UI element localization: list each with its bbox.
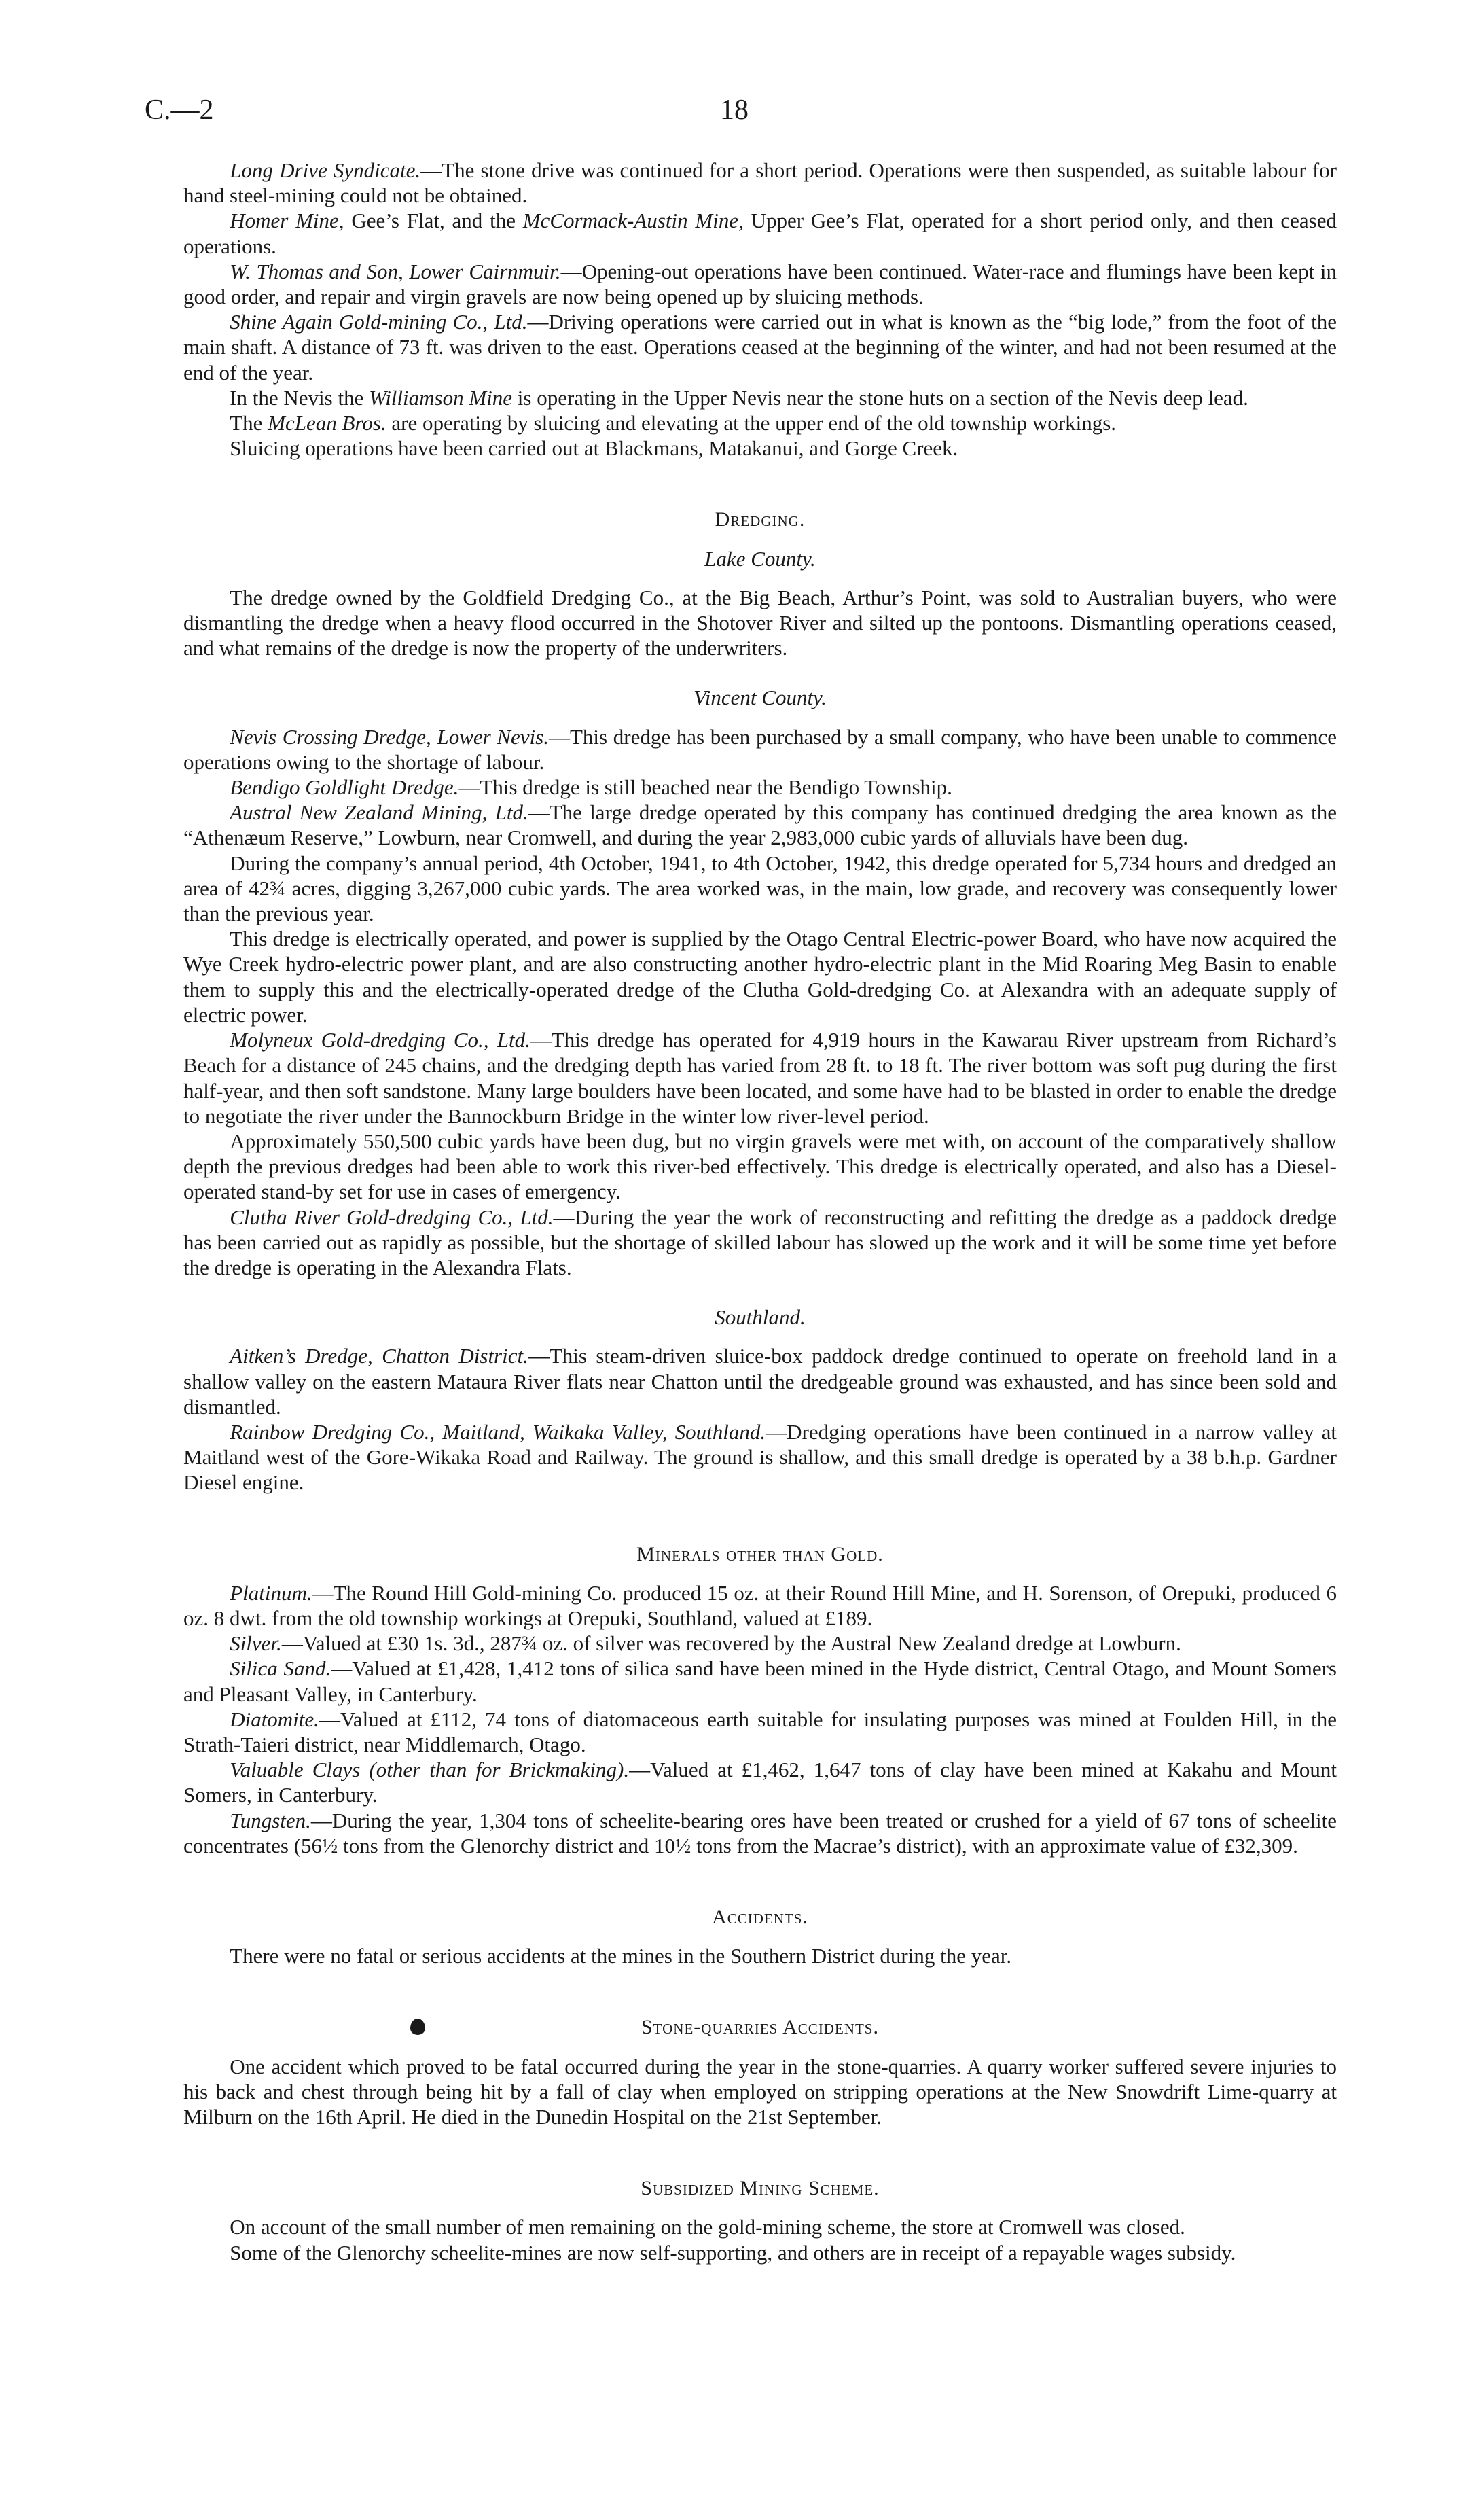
paragraph-text: —During the year, 1,304 tons of scheelite-bearing ores have been treated or crushed for a yield of 67 tons of scheelite concentrates (56½ tons from the Glenorchy district and 10½ tons from the Macrae’s district), with an approximate value of £32,309. [183, 1808, 1337, 1858]
heading-lake-county: Lake County. [704, 546, 816, 571]
paragraph-clutha [183, 1205, 1337, 1281]
paragraph-text: —The Round Hill Gold-mining Co. produced 15 oz. at their Round Hill Mine, and H. Sorenson, of Orepuki, produced 6 oz. 8 dwt. from the old township workings at Orepuki, Southland, valued at £189. [183, 1580, 1337, 1630]
heading-southland: Southland. [715, 1305, 806, 1330]
paragraph-lead: Nevis Crossing Dredge, Lower Nevis. [230, 724, 549, 749]
paragraph-williamson-mine [183, 385, 1337, 410]
paragraph-austral-power: This dredge is electrically operated, and power is supplied by the Otago Central Electric-power Board, who have now acquired the Wye Creek hydro-electric power plant, and are also constructing another hydro-electric plant in the Mid Roaring Meg Basin to enable them to supply this and the electrically-operated dredge of the Clutha Gold-dredging Co. at Alexandra with an adequate supply of electric power. [183, 927, 1337, 1027]
paragraph-lead: Molyneux Gold-dredging Co., Ltd. [230, 1028, 530, 1052]
paragraph-lead: Long Drive Syndicate. [230, 158, 421, 182]
paragraph-lead: Austral New Zealand Mining, Ltd. [230, 800, 528, 825]
paragraph-austral-period: During the company’s annual period, 4th October, 1941, to 4th October, 1942, this dredge operated for 5,734 hours and dredged an area of 42¾ acres, digging 3,267,000 cubic yards. The area worked was, in the main, low grade, and recovery was consequently lower than the previous year. [183, 851, 1337, 926]
paragraph-lead: Rainbow Dredging Co., Maitland, Waikaka Valley, Southland. [230, 1419, 766, 1444]
paragraph-text: —The stone drive was continued for a short period. Operations were then suspended, as suitable labour for hand steel-mining could not be obtained. [183, 158, 1337, 208]
paragraph-text: —This dredge is still beached near the Bendigo Township. [458, 775, 952, 800]
ink-blot-icon [410, 2019, 425, 2035]
document-body [183, 158, 1337, 2265]
paragraph-lead: Diatomite. [230, 1707, 319, 1731]
paragraph-platinum [183, 1580, 1337, 1631]
paragraph-silver [183, 1631, 1337, 1656]
paragraph-lead: Bendigo Goldlight Dredge. [230, 775, 459, 800]
paragraph-homer-mine [183, 208, 1337, 258]
paragraph-text: —This dredge has operated for 4,919 hours in the Kawarau River upstream from Richard’s Beach for a distance of 245 chains, and the dredging depth has varied from 28 ft. to 18 ft. The river bottom was soft pug during the first half-year, and then soft sandstone. Many large boulders have been located, and some have had to be blasted in order to enable the dredge to negotiate the river under the Bannockburn Bridge in the winter low river-level period. [183, 1028, 1337, 1128]
paragraph-lead: Silica Sand. [230, 1656, 331, 1681]
paragraph-text: —Driving operations were carried out in what is known as the “big lode,” from the foot of the main shaft. A distance of 73 ft. was driven to the east. Operations ceased at the beginning of the winter, and had not been resumed at the end of the year. [183, 310, 1337, 385]
paragraph-lead: Silver. [230, 1631, 282, 1656]
paragraph-aitken [183, 1343, 1337, 1419]
page-number: 18 [720, 94, 749, 126]
stone-quarries-heading-row [183, 2015, 1337, 2040]
paragraph-text: —The large dredge operated by this company has continued dredging the area known as the “Athenæum Reserve,” Lowburn, near Cromwell, and during the year 2,983,000 cubic yards of alluvials have been dug. [183, 800, 1337, 850]
paragraph-long-drive [183, 158, 1337, 208]
paragraph-silica-sand [183, 1656, 1337, 1706]
paragraph-valuable-clays [183, 1757, 1337, 1807]
heading-minerals: Minerals other than Gold. [636, 1542, 884, 1565]
paragraph-goldfield-dredge: The dredge owned by the Goldfield Dredging Co., at the Big Beach, Arthur’s Point, was sold to Australian buyers, who were dismantling the dredge when a heavy flood occurred in the Shotover River and silted up the pontoons. Dismantling operations ceased, and what remains of the dredge is now the property of the underwriters. [183, 585, 1337, 660]
heading-vincent-county: Vincent County. [694, 686, 827, 710]
paragraph-molyneux-yards: Approximately 550,500 cubic yards have been dug, but no virgin gravels were met with, on account of the comparatively shallow depth the previous dredges had been able to work this river-bed effectively. This dredge is electrically operated, and also has a Diesel-operated stand-by set for use in cases of emergency. [183, 1129, 1337, 1204]
paragraph-text: are operating by sluicing and elevating at the upper end of the old township workings. [386, 411, 1117, 436]
paragraph-lead: Shine Again Gold-mining Co., Ltd. [230, 310, 528, 334]
paragraph-lead: Tungsten. [230, 1808, 311, 1832]
paragraph-text: —This steam-driven sluice-box paddock dredge continued to operate on freehold land in a shallow valley on the eastern Mataura River flats near Chatton until the dredgeable ground was exhausted, and has since been sold and dismantled. [183, 1344, 1337, 1419]
paragraph-lead: Clutha River Gold-dredging Co., Ltd. [230, 1205, 554, 1229]
paragraph-text: —Valued at £112, 74 tons of diatomaceous earth suitable for insulating purposes was mined at Foulden Hill, in the Strath-Taieri district, near Middlemarch, Otago. [183, 1707, 1337, 1756]
paragraph-accidents: There were no fatal or serious accidents at the mines in the Southern District during the year. [230, 1944, 1012, 1968]
paragraph-lead: McCormack-Austin Mine, [522, 209, 744, 233]
paragraph-nevis-crossing [183, 724, 1337, 775]
paragraph-lead: Williamson Mine [369, 385, 513, 410]
paragraph-lead: Homer Mine, [230, 209, 344, 233]
heading-stone-quarries: Stone-quarries Accidents. [641, 2016, 879, 2039]
paragraph-cromwell-store: On account of the small number of men remaining on the gold-mining scheme, the store at Cromwell was closed. [230, 2215, 1185, 2239]
paragraph-sluicing: Sluicing operations have been carried out at Blackmans, Matakanui, and Gorge Creek. [230, 436, 958, 461]
paragraph-text: —Valued at £30 1s. 3d., 287¾ oz. of silver was recovered by the Austral New Zealand dredge at Lowburn. [281, 1631, 1181, 1656]
paragraph-lead: Valuable Clays (other than for Brickmaking). [230, 1758, 630, 1782]
paragraph-text: —Opening-out operations have been continued. Water-race and flumings have been kept in good order, and repair and virgin gravels are now being opened up by sluicing methods. [183, 259, 1337, 309]
paragraph-mclean-bros [183, 410, 1337, 436]
paragraph-text: The [230, 411, 268, 436]
paragraph-text: —Valued at £1,428, 1,412 tons of silica sand have been mined in the Hyde district, Central Otago, and Mount Somers and Pleasant Valley, in Canterbury. [183, 1656, 1337, 1706]
paragraph-glenorchy: Some of the Glenorchy scheelite-mines are now self-supporting, and others are in receipt of a repayable wages subsidy. [230, 2240, 1236, 2265]
heading-subsidized-mining: Subsidized Mining Scheme. [641, 2177, 880, 2200]
heading-dredging: Dredging. [715, 508, 806, 531]
paragraph-rainbow [183, 1419, 1337, 1495]
paragraph-text: is operating in the Upper Nevis near the stone huts on a section of the Nevis deep lead. [512, 385, 1248, 410]
paragraph-text: —Valued at £1,462, 1,647 tons of clay have been mined at Kakahu and Mount Somers, in Canterbury. [183, 1758, 1337, 1807]
paragraph-shine-again [183, 309, 1337, 385]
paragraph-lead: W. Thomas and Son, Lower Cairnmuir. [230, 259, 561, 283]
paragraph-stone-quarries: One accident which proved to be fatal occurred during the year in the stone-quarries. A quarry worker suffered severe injuries to his back and chest through being hit by a fall of clay when employed on stripping operations at the New Snowdrift Lime-quarry at Milburn on the 16th April. He died in the Dunedin Hospital on the 21st September. [183, 2054, 1337, 2129]
paragraph-diatomite [183, 1707, 1337, 1757]
paragraph-lead: Aitken’s Dredge, Chatton District. [230, 1344, 528, 1368]
paragraph-text: —This dredge has been purchased by a small company, who have been unable to commence operations owing to the shortage of labour. [183, 724, 1337, 774]
heading-accidents: Accidents. [712, 1905, 808, 1928]
paragraph-lead: Platinum. [230, 1580, 312, 1605]
paragraph-molyneux [183, 1027, 1337, 1129]
paragraph-bendigo [183, 775, 1337, 800]
paragraph-text: —Dredging operations have been continued in a narrow valley at Maitland west of the Gore-Wikaka Road and Railway. The ground is shallow, and this small dredge is operated by a 38 b.h.p. Gardner Diesel engine. [183, 1419, 1337, 1495]
paragraph-text: In the Nevis the [230, 385, 370, 410]
paragraph-text: —During the year the work of reconstructing and refitting the dredge as a paddock dredge has been carried out as rapidly as possible, but the shortage of skilled labour has slowed up the work and it will be some time yet before the dredge is operating in the Alexandra Flats. [183, 1205, 1337, 1279]
paragraph-austral [183, 800, 1337, 850]
paragraph-thomas-and-son [183, 259, 1337, 309]
paragraph-text: Upper Gee’s Flat, operated for a short period only, and then ceased operations. [183, 209, 1337, 258]
paragraph-lead: McLean Bros. [268, 411, 386, 436]
paragraph-text: Gee’s Flat, and the [344, 209, 523, 233]
paragraph-tungsten [183, 1808, 1337, 1858]
report-code: C.—2 [145, 94, 214, 126]
